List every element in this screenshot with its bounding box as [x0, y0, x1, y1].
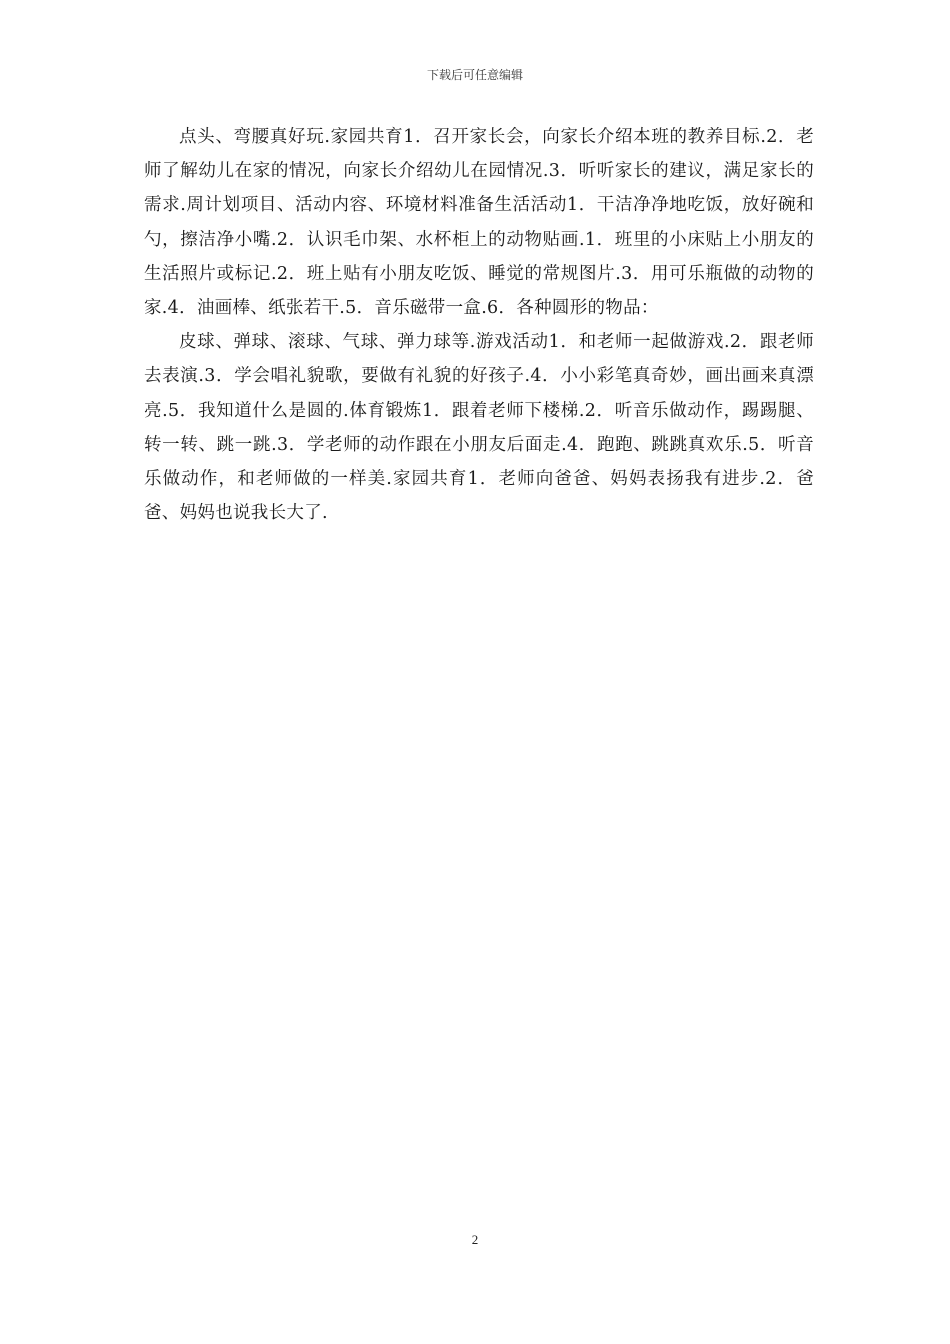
paragraph-1: 点头、弯腰真好玩.家园共育1．召开家长会，向家长介绍本班的教养目标.2．老师了解幼儿在家的情况，向家长介绍幼儿在园情况.3．听听家长的建议，满足家长的需求.周计划项目、活动内容、环境材料准备生活活动1．干洁净净地吃饭，放好碗和勺，擦洁净小嘴.2．认识毛巾架、水杯柜上的动物贴画.1．班里的小床贴上小朋友的生活照片或标记.2．班上贴有小朋友吃饭、睡觉的常规图片.3．用可乐瓶做的动物的家.4．油画棒、纸张若干.5．音乐磁带一盒.6．各种圆形的物品：	[144, 127, 814, 319]
page-number: 2	[471, 1232, 479, 1247]
paragraph-2: 皮球、弹球、滚球、气球、弹力球等.游戏活动1．和老师一起做游戏.2．跟老师去表演.3．学会唱礼貌歌，要做有礼貌的好孩子.4．小小彩笔真奇妙，画出画来真漂亮.5．我知道什么是圆的.体育锻炼1．跟着老师下楼梯.2．听音乐做动作，踢踢腿、转一转、跳一跳.3．学老师的动作跟在小朋友后面走.4．跑跑、跳跳真欢乐.5．听音乐做动作，和老师做的一样美.家园共育1．老师向爸爸、妈妈表扬我有进步.2．爸爸、妈妈也说我长大了.	[144, 332, 814, 524]
document-body	[144, 120, 814, 530]
page-header-note: 下载后可任意编辑	[426, 68, 523, 82]
